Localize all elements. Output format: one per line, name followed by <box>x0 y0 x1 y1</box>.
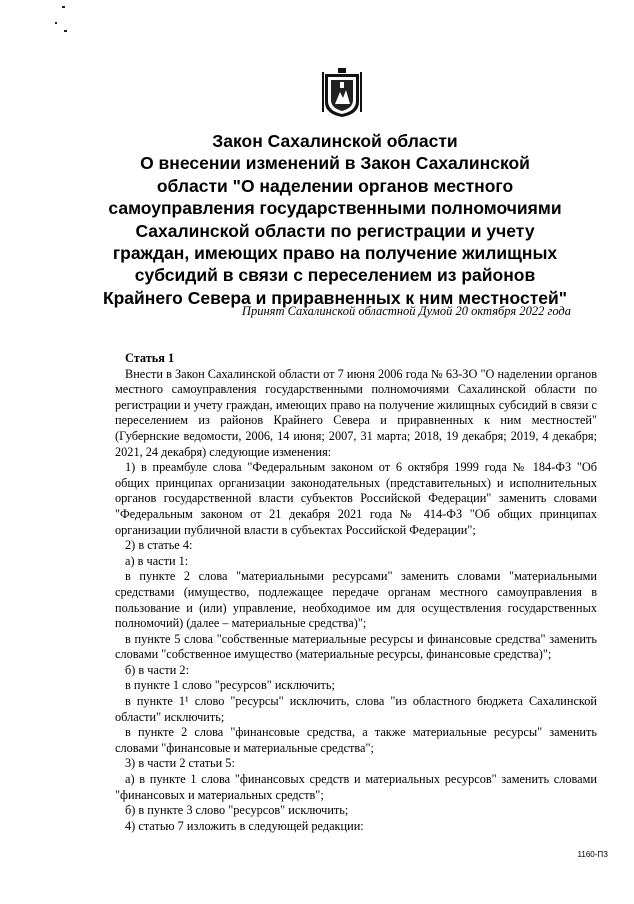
title-line: граждан, имеющих право на получение жилищных <box>112 243 558 264</box>
coat-of-arms-icon <box>322 68 362 118</box>
title-line: Сахалинской области по регистрации и учету <box>135 220 535 241</box>
paragraph: а) в пункте 1 слова "финансовых средств и материальных ресурсов" заменить словами "финансовых и материальных средств"; <box>115 772 597 802</box>
title-line: области "О наделении органов местного <box>156 175 514 196</box>
document-code: 1160-ПЗ <box>577 850 608 859</box>
paragraph: в пункте 2 слова "материальными ресурсами" заменить словами "материальными средствами (имущество, подлежащее передаче органам местного самоуправления в пользование и (или) управление, необходимое им для осуществления государственных полномочий) (далее – материальные средства)"; <box>115 569 597 631</box>
paragraph: б) в части 2: <box>125 662 190 677</box>
adoption-note: Принят Сахалинской областной Думой 20 октября 2022 года <box>241 304 571 318</box>
paragraph: б) в пункте 3 слово "ресурсов" исключить; <box>125 803 349 818</box>
paragraph: 1) в преамбуле слова "Федеральным законом от 6 октября 1999 года № 184-ФЗ "Об общих принципах организации законодательных (представительных) и исполнительных органов государственной власти субъектов Российской Федерации" заменить словами "Федеральным законом от 21 декабря 2021 года № 414-ФЗ "Об общих принципах организации публичной власти в субъектах Российской Федерации"; <box>115 460 597 537</box>
title-line: самоуправления государственными полномочиями <box>108 198 562 219</box>
paragraph: в пункте 5 слова "собственные материальные ресурсы и финансовые средства" заменить словами "собственное имущество (материальные ресурсы, финансовые средства)"; <box>115 631 597 662</box>
title-line: О внесении изменений в Закон Сахалинской <box>140 153 530 174</box>
title-line: Крайнего Севера и приравненных к ним местностей" <box>102 287 568 308</box>
paragraph: Внести в Закон Сахалинской области от 7 июня 2006 года № 63-ЗО "О наделении органов местного самоуправления государственными полномочиями Сахалинской области по регистрации и учету граждан, имеющих право на получение жилищных субсидий в связи с переселением из районов Крайнего Севера и приравненных к ним местностей" (Губернские ведомости, 2006, 14 июня; 2007, 31 марта; 2018, 19 декабря; 2019, 4 декабря; 2021, 24 декабря) следующие изменения: <box>115 366 597 459</box>
document-body <box>115 351 597 834</box>
paragraph: в пункте 2 слова "финансовые средства, а также материальные ресурсы" заменить словами "финансовые и материальные средства"; <box>115 725 597 755</box>
paragraph: в пункте 1 слово "ресурсов" исключить; <box>125 678 335 693</box>
paragraph: 3) в части 2 статьи 5: <box>125 756 235 771</box>
scan-mark <box>64 30 67 32</box>
paragraph: 4) статью 7 изложить в следующей редакции: <box>125 818 364 833</box>
law-title <box>95 130 575 309</box>
scan-mark <box>62 6 65 8</box>
paragraph: 2) в статье 4: <box>125 538 193 553</box>
paragraph: в пункте 1¹ слово "ресурсы" исключить, слова "из областного бюджета Сахалинской области" исключить; <box>115 694 597 724</box>
paragraph: а) в части 1: <box>125 553 189 568</box>
title-line: субсидий в связи с переселением из районов <box>134 265 536 286</box>
title-line: Закон Сахалинской области <box>212 131 458 151</box>
scan-mark <box>55 22 57 24</box>
article-heading: Статья 1 <box>125 351 175 365</box>
